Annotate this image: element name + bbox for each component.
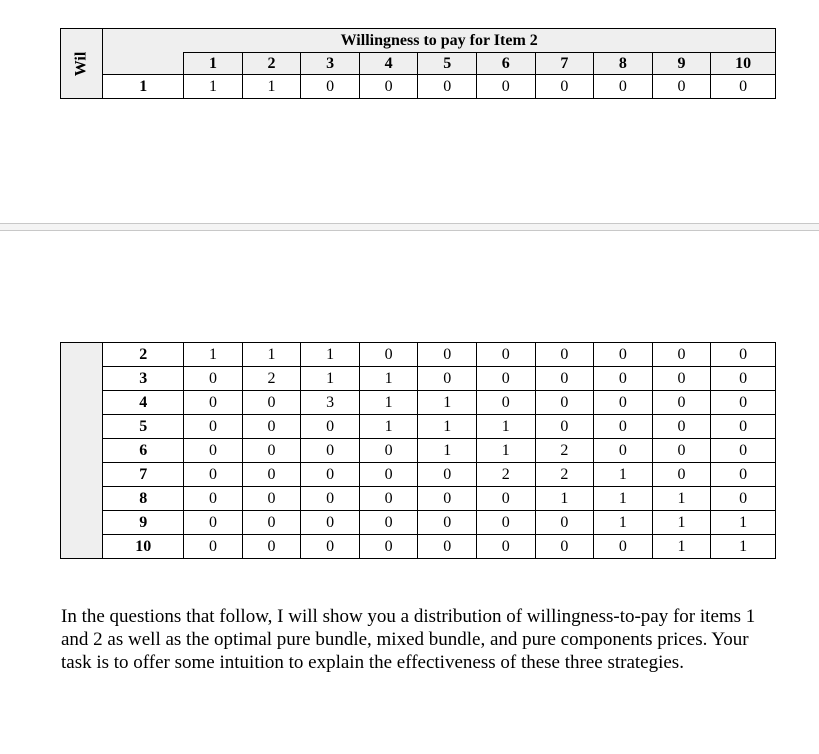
table-cell: 1 [594,463,653,487]
table-cell: 0 [418,463,477,487]
row-label: 9 [103,511,184,535]
table-cell: 0 [242,391,301,415]
table-cell: 0 [359,343,418,367]
table-cell: 0 [184,487,243,511]
table-cell: 0 [301,75,360,99]
table-cell: 0 [711,75,776,99]
column-header: 2 [242,53,301,75]
table-cell: 0 [359,75,418,99]
row-label: 2 [103,343,184,367]
table-row [61,463,776,487]
column-header-row [61,53,776,75]
column-header: 1 [184,53,243,75]
table-cell: 0 [711,487,776,511]
column-header: 6 [477,53,536,75]
table-cell: 2 [242,367,301,391]
table-cell: 0 [594,535,653,559]
table-cell: 1 [359,367,418,391]
table-cell: 0 [418,487,477,511]
table-cell: 0 [301,415,360,439]
table-cell: 1 [477,415,536,439]
table-cell: 0 [242,535,301,559]
table-cell: 0 [242,439,301,463]
table-cell: 0 [418,535,477,559]
table-cell: 0 [301,487,360,511]
table-cell: 1 [242,75,301,99]
table-cell: 0 [652,391,711,415]
table-cell: 0 [711,415,776,439]
side-label-cell [61,29,103,99]
table-cell: 0 [418,343,477,367]
table-cell: 0 [359,439,418,463]
table-title-text: Willingness to pay for Item 2 [340,31,538,49]
table-cell: 1 [652,511,711,535]
column-header: 9 [652,53,711,75]
table-title [103,29,776,53]
table-cell: 1 [652,487,711,511]
corner-cell [103,53,184,75]
table-cell: 2 [535,463,594,487]
column-header: 4 [359,53,418,75]
table-row [61,511,776,535]
table-cell: 1 [594,511,653,535]
table-row [61,487,776,511]
table-cell: 0 [418,75,477,99]
table-cell: 2 [535,439,594,463]
table-cell: 0 [184,391,243,415]
table-cell: 1 [301,367,360,391]
table-cell: 1 [242,343,301,367]
wtp-table-top [60,28,776,99]
table-row [61,343,776,367]
row-label: 1 [103,75,184,99]
table-cell: 3 [301,391,360,415]
column-header: 7 [535,53,594,75]
table-cell: 0 [594,391,653,415]
table-row [61,75,776,99]
table-cell: 0 [594,439,653,463]
row-label: 10 [103,535,184,559]
table-cell: 0 [594,343,653,367]
row-label: 5 [103,415,184,439]
table-row [61,391,776,415]
table-cell: 0 [242,511,301,535]
row-label: 3 [103,367,184,391]
side-label-cell [61,343,103,559]
table-cell: 1 [711,535,776,559]
table-cell: 1 [418,439,477,463]
table-cell: 0 [184,415,243,439]
table-cell: 0 [594,367,653,391]
table-cell: 0 [535,75,594,99]
table-cell: 0 [301,511,360,535]
table-cell: 0 [711,343,776,367]
table-cell: 0 [301,439,360,463]
table-cell: 0 [535,391,594,415]
table-cell: 0 [359,511,418,535]
table-row [61,439,776,463]
table-cell: 0 [652,439,711,463]
table-cell: 0 [359,463,418,487]
table-cell: 0 [242,463,301,487]
table-cell: 0 [184,367,243,391]
table-cell: 0 [184,463,243,487]
column-header: 10 [711,53,776,75]
table-cell: 1 [594,487,653,511]
table-cell: 1 [359,391,418,415]
table-cell: 0 [711,463,776,487]
table-cell: 0 [184,511,243,535]
table-cell: 0 [359,487,418,511]
table-cell: 1 [418,391,477,415]
table-cell: 0 [301,463,360,487]
side-label: Wil [72,51,90,76]
table-cell: 1 [184,75,243,99]
table-cell: 0 [535,343,594,367]
table-row [61,535,776,559]
table-cell: 0 [359,535,418,559]
table-cell: 0 [242,487,301,511]
table-cell: 0 [535,535,594,559]
table-cell: 0 [535,415,594,439]
table-cell: 1 [477,439,536,463]
table-cell: 0 [652,463,711,487]
column-header: 5 [418,53,477,75]
table-cell: 0 [535,367,594,391]
table-cell: 0 [184,439,243,463]
column-header: 8 [594,53,653,75]
table-cell: 1 [711,511,776,535]
table-cell: 0 [711,367,776,391]
table-cell: 0 [477,487,536,511]
table-cell: 0 [652,367,711,391]
table-cell: 2 [477,463,536,487]
table-cell: 0 [711,391,776,415]
table-cell: 0 [242,415,301,439]
page-separator [0,223,819,231]
table-cell: 1 [359,415,418,439]
table-cell: 0 [594,415,653,439]
table-cell: 0 [652,343,711,367]
table-cell: 0 [477,391,536,415]
table-cell: 0 [711,439,776,463]
row-label: 8 [103,487,184,511]
table-cell: 0 [477,367,536,391]
table-row [61,415,776,439]
instructions-paragraph: In the questions that follow, I will show you a distribution of willingness-to-pay for items 1 and 2 as well as the optimal pure bundle, mixed bundle, and pure components prices. Your task is to offer some intuition to explain the effectiveness of these three strategies. [61,606,756,673]
table-cell: 0 [477,343,536,367]
table-cell: 0 [418,367,477,391]
table-cell: 0 [418,511,477,535]
row-label: 6 [103,439,184,463]
table-cell: 1 [535,487,594,511]
row-label: 4 [103,391,184,415]
table-cell: 0 [594,75,653,99]
table-cell: 0 [477,75,536,99]
table-cell: 1 [418,415,477,439]
row-label: 7 [103,463,184,487]
table-cell: 1 [301,343,360,367]
column-header: 3 [301,53,360,75]
table-cell: 0 [652,415,711,439]
table-cell: 0 [477,511,536,535]
table-cell: 0 [477,535,536,559]
table-row [61,367,776,391]
table-cell: 1 [652,535,711,559]
table-cell: 1 [184,343,243,367]
table-cell: 0 [535,511,594,535]
table-cell: 0 [301,535,360,559]
table-cell: 0 [652,75,711,99]
table-cell: 0 [184,535,243,559]
wtp-table-bottom [60,342,776,559]
